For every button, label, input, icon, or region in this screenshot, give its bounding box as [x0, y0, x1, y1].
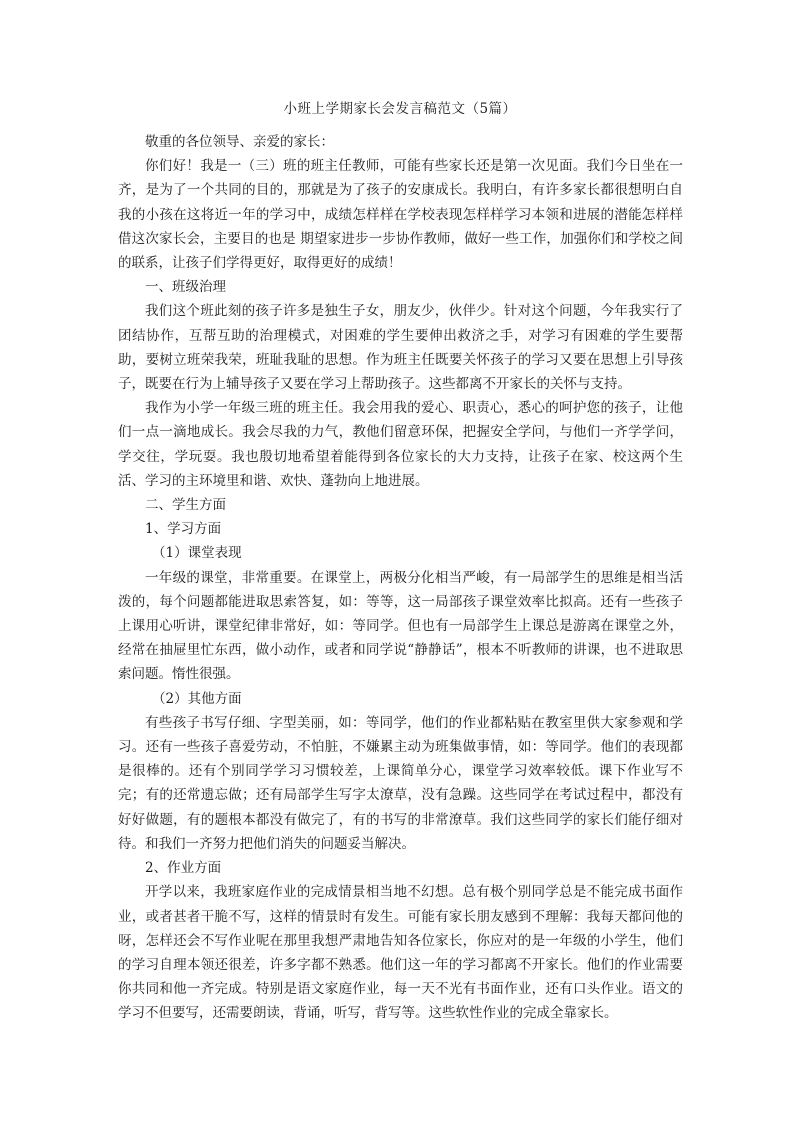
heading-students: 二、学生方面 — [145, 497, 226, 514]
paragraph-class-management-2: 我作为小学一年级三班的班主任。我会用我的爱心、职责心，悉心的呵护您的孩子，让他们一点一滴地成长。我会尽我的力气，教他们留意环保，把握安全学问，与他们一齐学学问，学交往，学玩耍。我也殷切地希望着能得到各位家长的大力支持，让孩子在家、校这两个生活、学习的主环境里和谐、欢快、蓬勃向上地进展。 — [118, 400, 683, 489]
greeting: 敬重的各位领导、亲爱的家长： — [145, 134, 334, 150]
document-title: 小班上学期家长会发言稿范文（5篇） — [283, 101, 517, 117]
heading-homework: 2、作业方面 — [145, 860, 222, 877]
paragraph-class-management-1: 我们这个班此刻的孩子许多是独生子女，朋友少，伙伴少。针对这个问题，今年我实行了团结协作，互帮互助的治理模式，对困难的学生要伸出救济之手，对学习有困难的学生要帮助，要树立班荣我荣，班耻我耻的思想。作为班主任既要关怀孩子的学习又要在思想上引导孩子，既要在行为上辅导孩子又要在学习上帮助孩子。这些都离不开家长的关怀与支持。 — [118, 303, 683, 393]
heading-classroom-performance: （1）课堂表现 — [152, 545, 242, 562]
paragraph-classroom-performance: 一年级的课堂，非常重要。在课堂上，两极分化相当严峻，有一局部学生的思维是相当活泼的，每个问题都能进取思索答复，如：等等，这一局部孩子课堂效率比拟高。还有一些孩子上课用心听讲，课堂纪律非常好，如：等同学。但也有一局部学生上课总是游离在课堂之外，经常在抽屉里忙东西，做小动作，或者和同学说“静静话”，根本不听教师的讲课，也不进取思索问题。惰性很强。 — [118, 569, 683, 683]
paragraph-intro: 你们好！我是一（三）班的班主任教师，可能有些家长还是第一次见面。我们今日坐在一齐，是为了一个共同的目的，那就是为了孩子的安康成长。我明白，有许多家长都很想明白自我的小孩在这将近一年的学习中，成绩怎样样在学校表现怎样样学习本领和进展的潜能怎样样借这次家长会，主要目的也是 期望家进步一步协作教师，做好一些工作，加强你们和学校之间的联系，让孩子们学得更好，取得更好的成绩！ — [118, 158, 683, 272]
document-body — [118, 130, 683, 1026]
heading-class-management: 一、班级治理 — [145, 279, 226, 296]
paragraph-homework: 开学以来，我班家庭作业的完成情景相当地不幻想。总有极个别同学总是不能完成书面作业，或者甚者干脆不写，这样的情景时有发生。可能有家长朋友感到不理解：我每天都问他的呀，怎样还会不写作业呢在那里我想严肃地告知各位家长，你应对的是一年级的小学生，他们的学习自理本领还很差，许多字都不熟悉。他们这一年的学习都离不开家长。他们的作业需要你共同和他一齐完成。特别是语文家庭作业，每一天不光有书面作业，还有口头作业。语文的学习不但要写，还需要朗读，背诵，听写，背写等。这些软性作业的完成全靠家长。 — [118, 884, 683, 1022]
heading-other-aspects: （2）其他方面 — [152, 690, 242, 707]
paragraph-other-aspects: 有些孩子书写仔细、字型美丽，如：等同学，他们的作业都粘贴在教室里供大家参观和学习。还有一些孩子喜爱劳动，不怕脏，不嫌累主动为班集做事情，如：等同学。他们的表现都是很棒的。还有个别同学学习习惯较差，上课简单分心，课堂学习效率较低。课下作业写不完；有的还常遗忘做；还有局部学生写字太潦草，没有急躁。这些同学在考试过程中，都没有好好做题，有的题根本都没有做完了，有的书写的非常潦草。我们这些同学的家长们能仔细对待。和我们一齐努力把他们消失的问题妥当解决。 — [118, 714, 683, 852]
heading-study: 1、学习方面 — [145, 521, 222, 538]
